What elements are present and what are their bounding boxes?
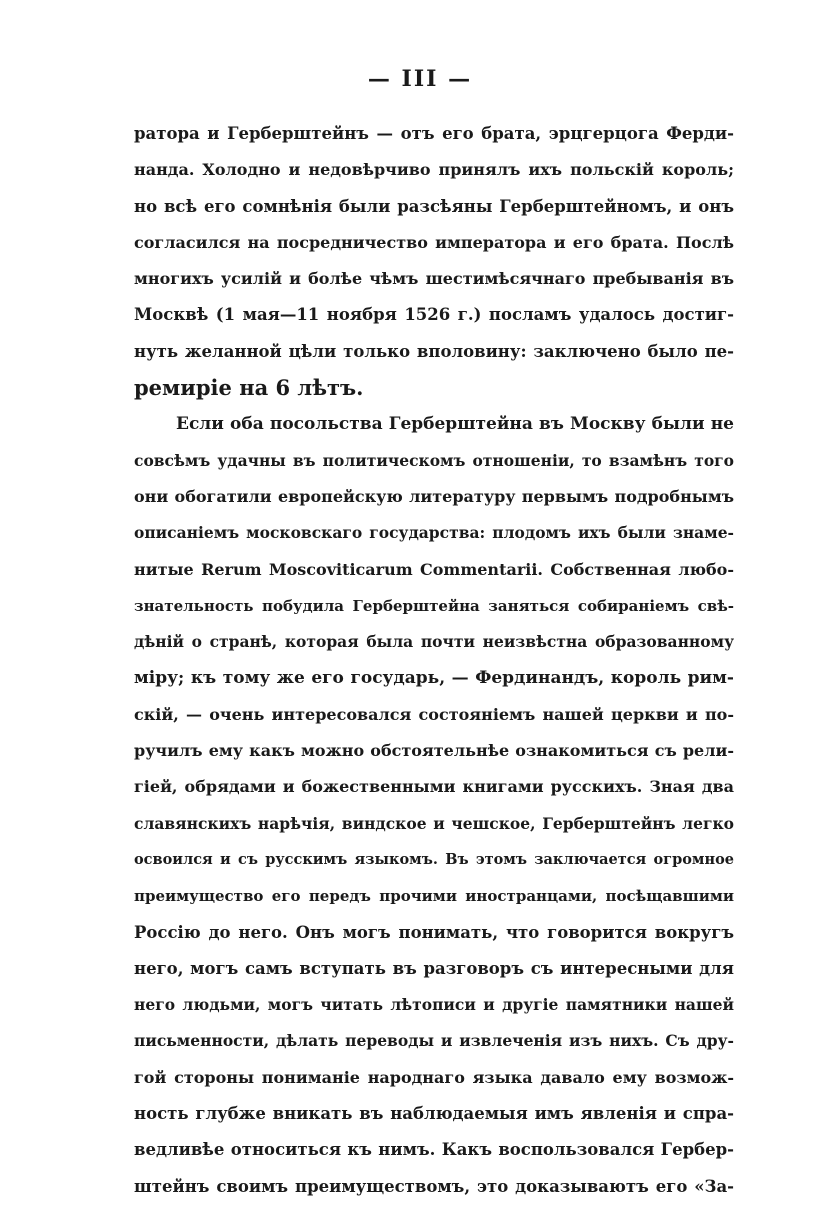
- text-line: письменности, дѣлать переводы и извлеченія изъ нихъ. Съ дру-: [134, 1031, 734, 1051]
- text-line: освоился и съ русскимъ языкомъ. Въ этомъ заключается огромное: [134, 850, 734, 868]
- text-line: многихъ усилій и болѣе чѣмъ шестимѣсячнаго пребыванія въ: [134, 269, 734, 289]
- text-line: ратора и Герберштейнъ — отъ его брата, эрцгерцога Ферди-: [134, 124, 734, 143]
- text-line: нуть желанной цѣли только вполовину: заключено было пе-: [134, 341, 734, 361]
- text-line: согласился на посредничество императора и его брата. Послѣ: [134, 232, 734, 252]
- text-line: Москвѣ (1 мая—11 ноября 1526 г.) посламъ удалось достиг-: [134, 305, 734, 325]
- text-line: него, могъ самъ вступать въ разговоръ съ интересными для: [134, 958, 734, 978]
- text-line: нанда. Холодно и недовѣрчиво принялъ ихъ польскій король;: [134, 160, 734, 180]
- text-line: славянскихъ нарѣчія, виндское и чешское, Герберштейнъ легко: [134, 813, 734, 833]
- text-line: гіей, обрядами и божественными книгами русскихъ. Зная два: [134, 777, 734, 797]
- page-number: — III —: [367, 66, 473, 92]
- text-line: ность глубже вникать въ наблюдаемыя имъ явленія и спра-: [134, 1104, 734, 1124]
- text-line: гой стороны пониманіе народнаго языка давало ему возмож-: [134, 1067, 734, 1087]
- text-line: ручилъ ему какъ можно обстоятельнѣе ознакомиться съ рели-: [134, 741, 734, 761]
- text-line: міру; къ тому же его государь, — Фердинандъ, король рим-: [134, 668, 734, 689]
- text-line: совсѣмъ удачны въ политическомъ отношеніи, то взамѣнъ того: [134, 450, 734, 470]
- text-line: знательность побудила Герберштейна заняться собираніемъ свѣ-: [134, 596, 734, 615]
- text-line: дѣній о странѣ, которая была почти неизвѣстна образованному: [134, 632, 734, 652]
- text-line: описаніемъ московскаго государства: плодомъ ихъ были знаме-: [134, 523, 734, 543]
- text-line: ведливѣе относиться къ нимъ. Какъ воспользовался Гербер-: [134, 1140, 734, 1160]
- text-line: но всѣ его сомнѣнія были разсѣяны Герберштейномъ, и онъ: [134, 196, 734, 216]
- paragraph: [134, 406, 734, 1205]
- text-line: преимущество его передъ прочими иностранцами, посѣщавшими: [134, 887, 734, 906]
- text-line: они обогатили европейскую литературу первымъ подробнымъ: [134, 486, 734, 506]
- text-line: штейнъ своимъ преимуществомъ, это доказываютъ его «За-: [134, 1176, 734, 1196]
- text-line: Если оба посольства Герберштейна въ Москву были не: [176, 414, 734, 435]
- paragraph: [134, 116, 734, 406]
- text-line: нитые Rerum Moscoviticarum Commentarii. Собственная любо-: [134, 559, 734, 579]
- text-line: ремиріе на 6 лѣтъ.: [134, 375, 364, 401]
- text-line: него людьми, могъ читать лѣтописи и другіе памятники нашей: [134, 995, 734, 1015]
- text-line: скій, — очень интересовался состояніемъ нашей церкви и по-: [134, 704, 734, 724]
- text-body: [134, 116, 734, 1205]
- text-line: Россію до него. Онъ могъ понимать, что говорится вокругъ: [134, 922, 734, 942]
